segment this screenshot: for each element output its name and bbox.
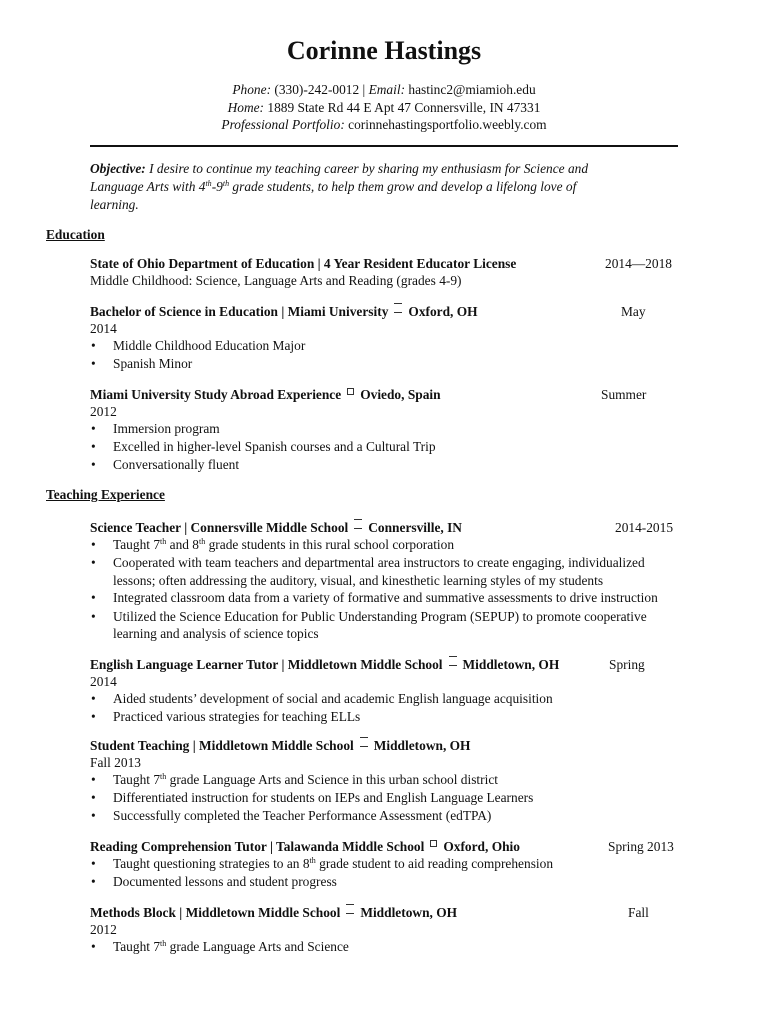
list-item-text: lessons; often addressing the auditory, visual, and kinesthetic learning styles of my students bbox=[113, 572, 604, 588]
list-item-text: Taught questioning strategies to an 8 bbox=[113, 856, 310, 871]
entry-location: Oviedo, Spain bbox=[360, 387, 441, 402]
contact-line-phone-email: Phone: (330)-242-0012 | Email: hastinc2@miamioh.edu bbox=[232, 82, 536, 97]
experience-entry-reading-tutor bbox=[90, 838, 678, 891]
experience-heading: Teaching Experience bbox=[46, 487, 165, 502]
list-item: • Conversationally fluent bbox=[90, 456, 678, 474]
list-item: • Middle Childhood Education Major bbox=[90, 337, 678, 355]
separator-icon bbox=[430, 840, 437, 847]
objective-label: Objective: bbox=[90, 161, 146, 176]
list-item-text: Taught 7 bbox=[113, 537, 161, 552]
list-item: • Differentiated instruction for students on IEPs and English Language Learners bbox=[90, 789, 678, 807]
objective-line-1 bbox=[90, 160, 670, 178]
email-value[interactable]: hastinc2@miamioh.edu bbox=[408, 82, 536, 97]
education-entry-abroad bbox=[90, 386, 678, 475]
ordinal-suffix: th bbox=[160, 537, 167, 546]
experience-entry-student-teaching bbox=[90, 737, 678, 826]
list-item bbox=[90, 938, 678, 956]
list-item: • Excelled in higher-level Spanish courses and a Cultural Trip bbox=[90, 438, 678, 456]
list-item-text: and 8 bbox=[166, 537, 200, 552]
list-item-text: learning and analysis of science topics bbox=[113, 626, 319, 642]
contact-block bbox=[0, 81, 768, 134]
entry-title: Bachelor of Science in Education | Miami University bbox=[90, 304, 389, 319]
entry-title-row bbox=[90, 303, 678, 320]
list-item-text: grade Language Arts and Science bbox=[166, 939, 349, 954]
entry-title: State of Ohio Department of Education | 4 Year Resident Educator License bbox=[90, 256, 517, 271]
list-item bbox=[90, 771, 678, 789]
bullet-list bbox=[90, 337, 678, 373]
list-item: • Integrated classroom data from a variety of formative and summative assessments to drive instruction bbox=[90, 589, 678, 607]
list-item bbox=[90, 554, 678, 589]
separator-icon bbox=[346, 904, 354, 914]
education-entry-degree bbox=[90, 303, 678, 373]
bullet-list bbox=[90, 855, 678, 891]
entry-date-continued: 2012 bbox=[90, 404, 117, 419]
objective-text: I desire to continue my teaching career by sharing my enthusiasm for Science and bbox=[149, 161, 589, 176]
ordinal-suffix: th bbox=[199, 537, 206, 546]
entry-detail: Middle Childhood: Science, Language Arts and Reading (grades 4-9) bbox=[90, 273, 462, 288]
list-item-text: Taught 7 bbox=[113, 939, 161, 954]
home-value: 1889 State Rd 44 E Apt 47 Connersville, IN 47331 bbox=[267, 99, 541, 115]
separator-icon bbox=[449, 656, 457, 666]
entry-date: Fall bbox=[628, 905, 649, 920]
list-item bbox=[90, 608, 678, 643]
objective-line-2 bbox=[90, 178, 670, 196]
entry-location: Middletown, OH bbox=[462, 657, 560, 672]
list-item: • Spanish Minor bbox=[90, 355, 678, 373]
entry-title-row bbox=[90, 838, 678, 855]
portfolio-link[interactable]: corinnehastingsportfolio.weebly.com bbox=[348, 117, 547, 132]
list-item: • Practiced various strategies for teaching ELLs bbox=[90, 708, 678, 726]
portfolio-label: Professional Portfolio: bbox=[221, 117, 345, 132]
education-heading: Education bbox=[46, 227, 105, 242]
entry-date: Spring bbox=[609, 657, 645, 672]
phone-label: Phone: bbox=[232, 82, 272, 97]
email-label: Email: bbox=[368, 82, 406, 97]
entry-date: Summer bbox=[601, 387, 647, 402]
list-item: • Immersion program bbox=[90, 420, 678, 438]
separator-icon bbox=[394, 303, 402, 313]
entry-title-row bbox=[90, 519, 678, 536]
list-item-text: • Utilized the Science Education for Public Understanding Program (SEPUP) to promote cooperative bbox=[113, 608, 647, 624]
bullet-list bbox=[90, 420, 678, 475]
entry-location: Middletown, OH bbox=[360, 905, 458, 920]
bullet-list bbox=[90, 690, 678, 726]
experience-entry-methods-block bbox=[90, 904, 678, 956]
entry-date: Spring 2013 bbox=[608, 839, 674, 854]
entry-location: Oxford, Ohio bbox=[443, 839, 520, 854]
entry-date: 2014-2015 bbox=[615, 520, 674, 535]
entry-location: Oxford, OH bbox=[408, 304, 478, 319]
ordinal-suffix: th bbox=[205, 179, 212, 188]
separator-icon bbox=[354, 519, 362, 529]
entry-title-row bbox=[90, 737, 678, 754]
objective-text: Language Arts with 4 bbox=[90, 179, 206, 194]
header-divider bbox=[90, 145, 678, 147]
experience-entry-ell-tutor bbox=[90, 656, 678, 726]
ordinal-suffix: th bbox=[222, 179, 230, 188]
bullet-list bbox=[90, 536, 678, 643]
separator-icon bbox=[360, 737, 368, 747]
entry-date-continued: 2014 bbox=[90, 321, 117, 336]
objective-line-3 bbox=[90, 196, 670, 214]
objective-text: grade students, to help them grow and develop a lifelong love of bbox=[229, 179, 577, 194]
entry-date-continued: Fall 2013 bbox=[90, 755, 141, 770]
list-item-text: Taught 7 bbox=[113, 772, 161, 787]
list-item: • Aided students’ development of social and academic English language acquisition bbox=[90, 690, 678, 708]
entry-title: Science Teacher | Connersville Middle School bbox=[90, 520, 349, 535]
entry-title: English Language Learner Tutor | Middletown Middle School bbox=[90, 657, 443, 672]
entry-title-row bbox=[90, 904, 678, 921]
contact-line-portfolio bbox=[0, 116, 768, 134]
entry-date-continued: 2012 bbox=[90, 922, 117, 937]
list-item-text: • Cooperated with team teachers and departmental area instructors to create engaging, individualized bbox=[113, 555, 645, 571]
entry-title-row bbox=[90, 656, 678, 673]
separator-icon bbox=[347, 388, 354, 395]
home-label: Home: bbox=[227, 99, 265, 115]
education-entry-license bbox=[90, 255, 678, 289]
objective-block bbox=[90, 160, 670, 214]
entry-title: Methods Block | Middletown Middle School bbox=[90, 905, 341, 920]
bullet-list bbox=[90, 771, 678, 826]
list-item bbox=[90, 855, 678, 873]
entry-date-continued: 2014 bbox=[90, 674, 117, 689]
bullet-list bbox=[90, 938, 678, 956]
ordinal-suffix: th bbox=[160, 939, 167, 948]
objective-text: learning. bbox=[90, 197, 139, 212]
experience-entry-science-teacher bbox=[90, 519, 678, 643]
list-item-text: grade student to aid reading comprehension bbox=[315, 856, 554, 871]
contact-line-home bbox=[0, 99, 768, 117]
entry-location: Connersville, IN bbox=[368, 520, 462, 535]
objective-text: -9 bbox=[211, 179, 223, 194]
phone-value: (330)-242-0012 bbox=[274, 82, 360, 97]
entry-date: May bbox=[621, 304, 646, 319]
entry-location: Middletown, OH bbox=[373, 738, 471, 753]
list-item-text: grade Language Arts and Science in this urban school district bbox=[166, 772, 498, 787]
list-item: • Documented lessons and student progress bbox=[90, 873, 678, 891]
resume-name: Corinne Hastings bbox=[286, 36, 482, 65]
entry-title: Reading Comprehension Tutor | Talawanda Middle School bbox=[90, 839, 425, 854]
list-item: • Successfully completed the Teacher Performance Assessment (edTPA) bbox=[90, 807, 678, 825]
entry-title: Miami University Study Abroad Experience bbox=[90, 387, 342, 402]
list-item-text: grade students in this rural school corporation bbox=[205, 537, 455, 552]
entry-title: Student Teaching | Middletown Middle School bbox=[90, 738, 354, 753]
entry-date: 2014—2018 bbox=[605, 256, 672, 271]
ordinal-suffix: th bbox=[309, 856, 316, 865]
list-item bbox=[90, 536, 678, 554]
ordinal-suffix: th bbox=[160, 772, 167, 781]
entry-title-row bbox=[90, 386, 678, 403]
